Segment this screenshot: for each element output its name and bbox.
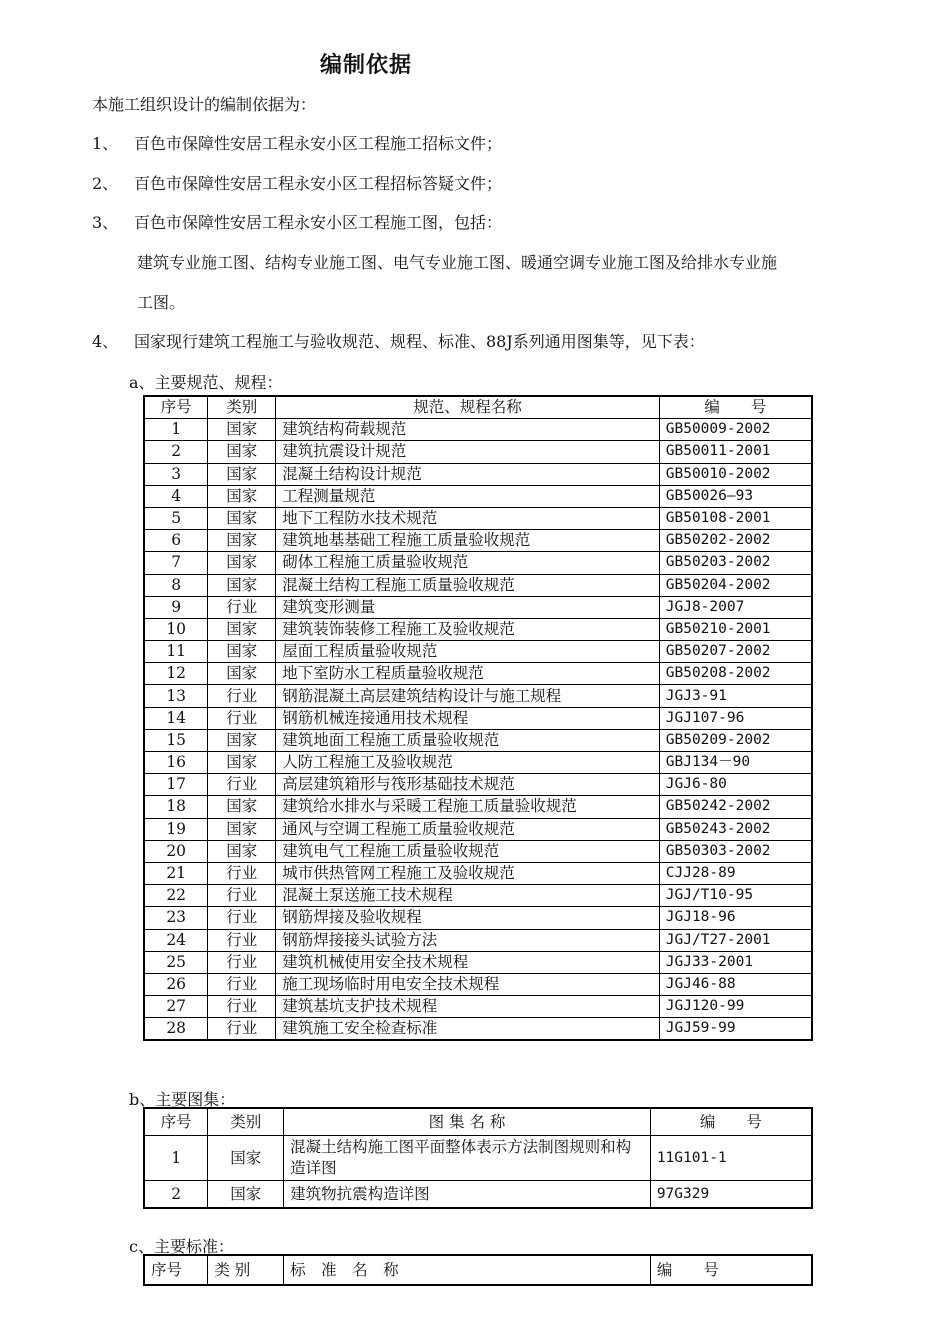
basis-item-text: 百色市保障性安居工程永安小区工程施工图，包括： (134, 213, 503, 232)
cell-name: 建筑抗震设计规范 (276, 441, 660, 463)
cell-category: 行业 (208, 973, 276, 995)
cell-name: 施工现场临时用电安全技术规程 (276, 973, 660, 995)
cell-name: 城市供热管网工程施工及验收规范 (276, 862, 660, 884)
table-row (144, 530, 812, 552)
table-row (144, 1136, 812, 1181)
table-header-row (144, 1255, 812, 1285)
intro-text: 本施工组织设计的编制依据为： (92, 95, 317, 114)
basis-item-1 (92, 131, 502, 154)
standards-table (143, 395, 813, 1041)
basis-item-text: 国家现行建筑工程施工与验收规范、规程、标准、88J系列通用图集等，见下表： (134, 332, 705, 351)
header-cell-code: 编 号 (659, 396, 812, 419)
table-row (144, 973, 812, 995)
cell-no: 24 (144, 929, 208, 951)
cell-no: 20 (144, 840, 208, 862)
cell-name: 通风与空调工程施工质量验收规范 (276, 818, 660, 840)
cell-code: GB50210-2001 (659, 618, 812, 640)
cell-name: 地下工程防水技术规范 (276, 507, 660, 529)
cell-category: 行业 (208, 885, 276, 907)
cell-code: GB50011-2001 (659, 441, 812, 463)
table-row (144, 951, 812, 973)
table-row (144, 419, 812, 441)
cell-name: 混凝土结构工程施工质量验收规范 (276, 574, 660, 596)
cell-name: 建筑装饰装修工程施工及验收规范 (276, 618, 660, 640)
cell-code: GB50203-2002 (659, 552, 812, 574)
cell-code: GB50202-2002 (659, 530, 812, 552)
basis-item-text: 百色市保障性安居工程永安小区工程施工招标文件； (134, 134, 503, 153)
table-row (144, 729, 812, 751)
cell-code: JGJ8-2007 (659, 596, 812, 618)
cell-category: 国家 (208, 663, 276, 685)
cell-category: 国家 (208, 729, 276, 751)
cell-no: 21 (144, 862, 208, 884)
cell-name: 屋面工程质量验收规范 (276, 641, 660, 663)
cell-category: 行业 (208, 907, 276, 929)
basis-item-3 (92, 210, 502, 233)
criteria-table (143, 1254, 813, 1286)
table-row (144, 507, 812, 529)
table-row (144, 840, 812, 862)
cell-no: 7 (144, 552, 208, 574)
cell-code: GB50207-2002 (659, 641, 812, 663)
header-cell-code: 编 号 (650, 1108, 812, 1136)
cell-code: GB50209-2002 (659, 729, 812, 751)
cell-no: 2 (144, 1181, 208, 1209)
header-cell-no: 序号 (144, 396, 208, 419)
cell-category: 国家 (208, 530, 276, 552)
cell-category: 行业 (208, 929, 276, 951)
header-cell-code: 编 号 (650, 1255, 812, 1285)
basis-item-text: 百色市保障性安居工程永安小区工程招标答疑文件； (134, 174, 503, 193)
cell-no: 25 (144, 951, 208, 973)
cell-name: 建筑地基基础工程施工质量验收规范 (276, 530, 660, 552)
cell-code: CJJ28-89 (659, 862, 812, 884)
cell-no: 1 (144, 419, 208, 441)
cell-category: 国家 (208, 441, 276, 463)
cell-category: 国家 (208, 419, 276, 441)
cell-no: 4 (144, 485, 208, 507)
section-a-heading: a、主要规范、规程： (129, 373, 283, 392)
cell-name: 砌体工程施工质量验收规范 (276, 552, 660, 574)
table-row (144, 907, 812, 929)
cell-no: 22 (144, 885, 208, 907)
table-row (144, 685, 812, 707)
cell-no: 5 (144, 507, 208, 529)
cell-no: 8 (144, 574, 208, 596)
table-row (144, 707, 812, 729)
cell-code: JGJ18-96 (659, 907, 812, 929)
page-title: 编制依据 (320, 53, 413, 78)
table-row (144, 862, 812, 884)
cell-name: 混凝土泵送施工技术规程 (276, 885, 660, 907)
cell-name: 建筑给水排水与采暖工程施工质量验收规范 (276, 796, 660, 818)
table-row (144, 463, 812, 485)
cell-code: JGJ46-88 (659, 973, 812, 995)
cell-category: 国家 (208, 463, 276, 485)
basis-item-2 (92, 171, 502, 194)
cell-no: 6 (144, 530, 208, 552)
basis-item-number: 1、 (92, 134, 119, 153)
table-row (144, 596, 812, 618)
cell-code: GB50243-2002 (659, 818, 812, 840)
table-row (144, 929, 812, 951)
header-cell-category: 类别 (208, 1108, 284, 1136)
cell-category: 行业 (208, 862, 276, 884)
table-row (144, 618, 812, 640)
cell-no: 19 (144, 818, 208, 840)
table-header-row (144, 396, 812, 419)
cell-code: GB50242-2002 (659, 796, 812, 818)
cell-category: 行业 (208, 707, 276, 729)
cell-name: 高层建筑箱形与筏形基础技术规范 (276, 774, 660, 796)
cell-no: 13 (144, 685, 208, 707)
section-c-heading: c、主要标准： (129, 1237, 234, 1256)
cell-name: 人防工程施工及验收规范 (276, 752, 660, 774)
section-b-heading: b、主要图集： (129, 1090, 236, 1109)
cell-code: JGJ3-91 (659, 685, 812, 707)
cell-code: JGJ107-96 (659, 707, 812, 729)
table-row (144, 641, 812, 663)
cell-code: GB50204-2002 (659, 574, 812, 596)
cell-no: 27 (144, 996, 208, 1018)
header-cell-name: 图 集 名 称 (284, 1108, 651, 1136)
cell-category: 行业 (208, 685, 276, 707)
cell-code: JGJ6-80 (659, 774, 812, 796)
basis-item-number: 3、 (92, 213, 119, 232)
cell-no: 15 (144, 729, 208, 751)
cell-no: 2 (144, 441, 208, 463)
table-row (144, 774, 812, 796)
cell-name: 建筑地面工程施工质量验收规范 (276, 729, 660, 751)
cell-code: JGJ/T27-2001 (659, 929, 812, 951)
cell-no: 18 (144, 796, 208, 818)
cell-code: GBJ134－90 (659, 752, 812, 774)
cell-no: 11 (144, 641, 208, 663)
cell-code: GB50026—93 (659, 485, 812, 507)
cell-code: GB50208-2002 (659, 663, 812, 685)
basis-item-3-detail-line2: 工图。 (137, 293, 186, 312)
table-row (144, 818, 812, 840)
cell-category: 国家 (208, 485, 276, 507)
table-header-row (144, 1108, 812, 1136)
header-cell-name: 规范、规程名称 (276, 396, 660, 419)
cell-name: 建筑施工安全检查标准 (276, 1018, 660, 1041)
cell-category: 国家 (208, 574, 276, 596)
cell-name: 建筑结构荷载规范 (276, 419, 660, 441)
cell-name: 钢筋焊接及验收规程 (276, 907, 660, 929)
cell-category: 行业 (208, 1018, 276, 1041)
table-row (144, 1018, 812, 1041)
cell-category: 行业 (208, 951, 276, 973)
cell-category: 行业 (208, 996, 276, 1018)
cell-category: 国家 (208, 840, 276, 862)
cell-code: JGJ120-99 (659, 996, 812, 1018)
cell-no: 26 (144, 973, 208, 995)
cell-no: 28 (144, 1018, 208, 1041)
header-cell-category: 类别 (208, 396, 276, 419)
cell-no: 17 (144, 774, 208, 796)
cell-code: JGJ59-99 (659, 1018, 812, 1041)
table-row (144, 796, 812, 818)
cell-category: 国家 (208, 1136, 284, 1181)
cell-code: JGJ/T10-95 (659, 885, 812, 907)
cell-name: 建筑变形测量 (276, 596, 660, 618)
cell-category: 国家 (208, 796, 276, 818)
cell-category: 国家 (208, 818, 276, 840)
cell-name: 工程测量规范 (276, 485, 660, 507)
table-row (144, 1181, 812, 1209)
cell-category: 国家 (208, 552, 276, 574)
table-row (144, 752, 812, 774)
cell-category: 国家 (208, 641, 276, 663)
cell-name: 钢筋混凝土高层建筑结构设计与施工规程 (276, 685, 660, 707)
cell-name: 建筑机械使用安全技术规程 (276, 951, 660, 973)
table-row (144, 552, 812, 574)
cell-name: 地下室防水工程质量验收规范 (276, 663, 660, 685)
cell-category: 行业 (208, 774, 276, 796)
basis-item-4 (92, 329, 705, 352)
header-cell-no: 序号 (144, 1255, 208, 1285)
cell-code: JGJ33-2001 (659, 951, 812, 973)
cell-code: GB50303-2002 (659, 840, 812, 862)
basis-item-3-detail-line1: 建筑专业施工图、结构专业施工图、电气专业施工图、暖通空调专业施工图及给排水专业施 (137, 253, 778, 272)
cell-no: 16 (144, 752, 208, 774)
cell-no: 12 (144, 663, 208, 685)
cell-name: 钢筋焊接接头试验方法 (276, 929, 660, 951)
cell-code: 11G101-1 (650, 1136, 812, 1181)
cell-name: 混凝土结构设计规范 (276, 463, 660, 485)
cell-category: 行业 (208, 596, 276, 618)
table-row (144, 441, 812, 463)
cell-code: 97G329 (650, 1181, 812, 1209)
cell-name: 建筑物抗震构造详图 (284, 1181, 651, 1209)
basis-item-number: 4、 (92, 332, 119, 351)
atlas-table (143, 1107, 813, 1209)
cell-name: 钢筋机械连接通用技术规程 (276, 707, 660, 729)
cell-name: 建筑基坑支护技术规程 (276, 996, 660, 1018)
cell-category: 国家 (208, 507, 276, 529)
table-row (144, 663, 812, 685)
cell-category: 国家 (208, 1181, 284, 1209)
table-row (144, 485, 812, 507)
cell-no: 9 (144, 596, 208, 618)
table-row (144, 996, 812, 1018)
header-cell-name: 标 准 名 称 (284, 1255, 651, 1285)
cell-no: 23 (144, 907, 208, 929)
cell-no: 10 (144, 618, 208, 640)
cell-category: 国家 (208, 618, 276, 640)
header-cell-category: 类 别 (208, 1255, 284, 1285)
table-row (144, 574, 812, 596)
cell-name: 混凝土结构施工图平面整体表示方法制图规则和构造详图 (284, 1136, 651, 1181)
cell-no: 3 (144, 463, 208, 485)
cell-code: GB50009-2002 (659, 419, 812, 441)
cell-category: 国家 (208, 752, 276, 774)
cell-code: GB50010-2002 (659, 463, 812, 485)
cell-name: 建筑电气工程施工质量验收规范 (276, 840, 660, 862)
cell-no: 1 (144, 1136, 208, 1181)
header-cell-no: 序号 (144, 1108, 208, 1136)
cell-no: 14 (144, 707, 208, 729)
table-row (144, 885, 812, 907)
basis-item-number: 2、 (92, 174, 119, 193)
cell-code: GB50108-2001 (659, 507, 812, 529)
